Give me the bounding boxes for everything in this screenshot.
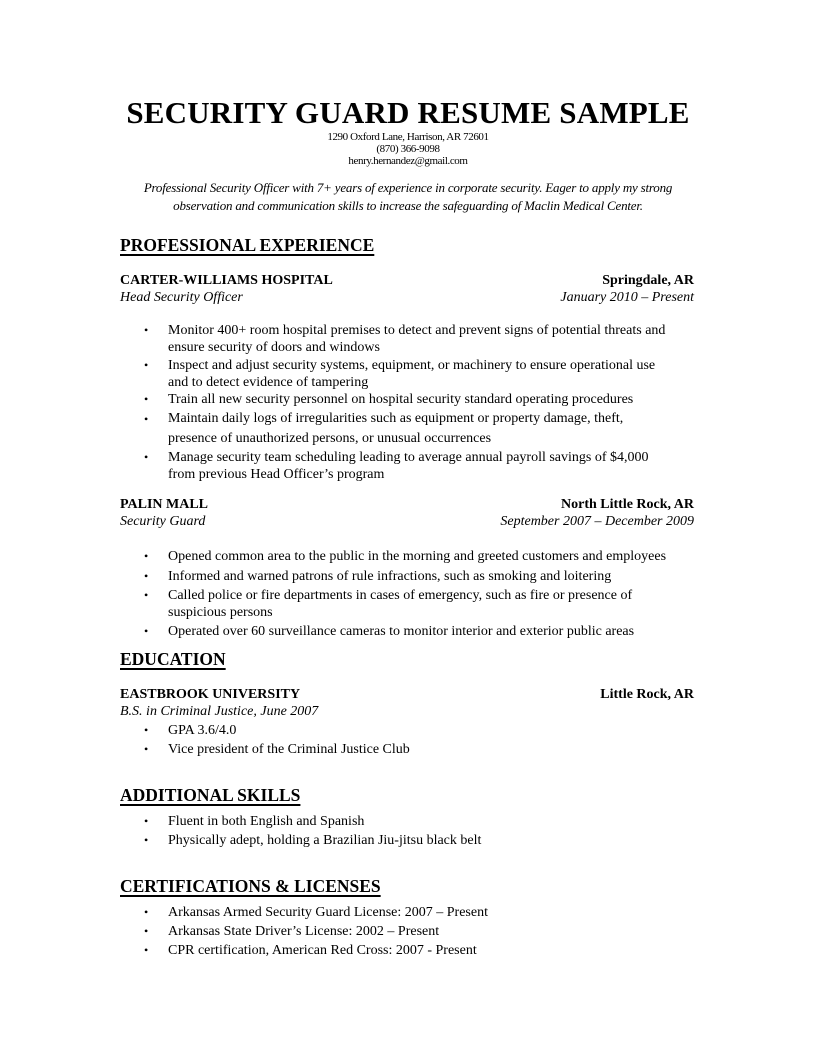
list-item: • Monitor 400+ room hospital premises to detect and prevent signs of potential threats and ensure security of doors and windows bbox=[144, 323, 666, 355]
employer-name: PALIN MALL bbox=[120, 497, 209, 512]
section-heading-skills: ADDITIONAL SKILLS bbox=[120, 785, 301, 805]
job-subheader bbox=[120, 514, 694, 530]
list-item: • Manage security team scheduling leading to average annual payroll savings of $4,000 from previous Head Officer’s program bbox=[144, 450, 649, 482]
summary-line: observation and communication skills to increase the safeguarding of Maclin Medical Center. bbox=[173, 198, 643, 213]
contact-address: 1290 Oxford Lane, Harrison, AR 72601 bbox=[327, 131, 489, 143]
job-bullet-list bbox=[0, 548, 816, 640]
list-item: • Fluent in both English and Spanish bbox=[144, 814, 365, 829]
list-item: • Operated over 60 surveillance cameras to monitor interior and exterior public areas bbox=[144, 624, 635, 639]
job-dates: January 2010 – Present bbox=[560, 290, 694, 305]
employer-name: CARTER-WILLIAMS HOSPITAL bbox=[120, 273, 333, 288]
list-item: • Arkansas State Driver’s License: 2002 – Present bbox=[144, 924, 440, 939]
job-role: Security Guard bbox=[120, 514, 206, 529]
section-heading-certifications: CERTIFICATIONS & LICENSES bbox=[120, 876, 381, 896]
school-header bbox=[120, 687, 694, 703]
job-dates: September 2007 – December 2009 bbox=[500, 514, 694, 529]
skills-bullet-list bbox=[0, 813, 816, 849]
list-item: • Train all new security personnel on hospital security standard operating procedures bbox=[144, 392, 634, 407]
job-role: Head Security Officer bbox=[120, 290, 243, 305]
list-item: • Vice president of the Criminal Justice Club bbox=[144, 742, 410, 757]
list-item: • Called police or fire departments in cases of emergency, such as fire or presence of suspicious persons bbox=[144, 588, 633, 620]
job-subheader bbox=[120, 290, 694, 306]
resume-title: SECURITY GUARD RESUME SAMPLE bbox=[126, 95, 690, 130]
summary-line: Professional Security Officer with 7+ years of experience in corporate security. Eager to apply my strong bbox=[143, 180, 673, 195]
list-item: • Maintain daily logs of irregularities such as equipment or property damage, theft, presence of unauthorized persons, or unusual occurrences bbox=[144, 411, 624, 446]
professional-summary bbox=[110, 179, 706, 215]
job-header bbox=[120, 273, 694, 289]
contact-phone: (870) 366-9098 bbox=[376, 143, 440, 155]
job-location: Springdale, AR bbox=[602, 273, 694, 288]
certifications-bullet-list bbox=[0, 904, 816, 959]
list-item: • Physically adept, holding a Brazilian Jiu-jitsu black belt bbox=[144, 833, 482, 848]
list-item: • Arkansas Armed Security Guard License: 2007 – Present bbox=[144, 905, 488, 920]
degree: B.S. in Criminal Justice, June 2007 bbox=[120, 704, 319, 719]
job-location: North Little Rock, AR bbox=[561, 497, 694, 512]
degree-line bbox=[120, 704, 694, 720]
job-bullet-list bbox=[0, 322, 816, 483]
list-item: • Inspect and adjust security systems, equipment, or machinery to ensure operational use and to detect evidence of tampering bbox=[144, 358, 656, 390]
school-location: Little Rock, AR bbox=[600, 687, 694, 702]
school-name: EASTBROOK UNIVERSITY bbox=[120, 687, 301, 702]
section-heading-education: EDUCATION bbox=[120, 649, 226, 669]
list-item: • Opened common area to the public in the morning and greeted customers and employees bbox=[144, 549, 667, 564]
section-heading-experience: PROFESSIONAL EXPERIENCE bbox=[120, 235, 375, 255]
job-header bbox=[120, 497, 694, 513]
list-item: • GPA 3.6/4.0 bbox=[144, 723, 237, 738]
contact-email: henry.hernandez@gmail.com bbox=[348, 155, 468, 167]
education-bullet-list bbox=[0, 722, 816, 758]
list-item: • CPR certification, American Red Cross: 2007 - Present bbox=[144, 943, 477, 958]
list-item: • Informed and warned patrons of rule infractions, such as smoking and loitering bbox=[144, 569, 612, 584]
